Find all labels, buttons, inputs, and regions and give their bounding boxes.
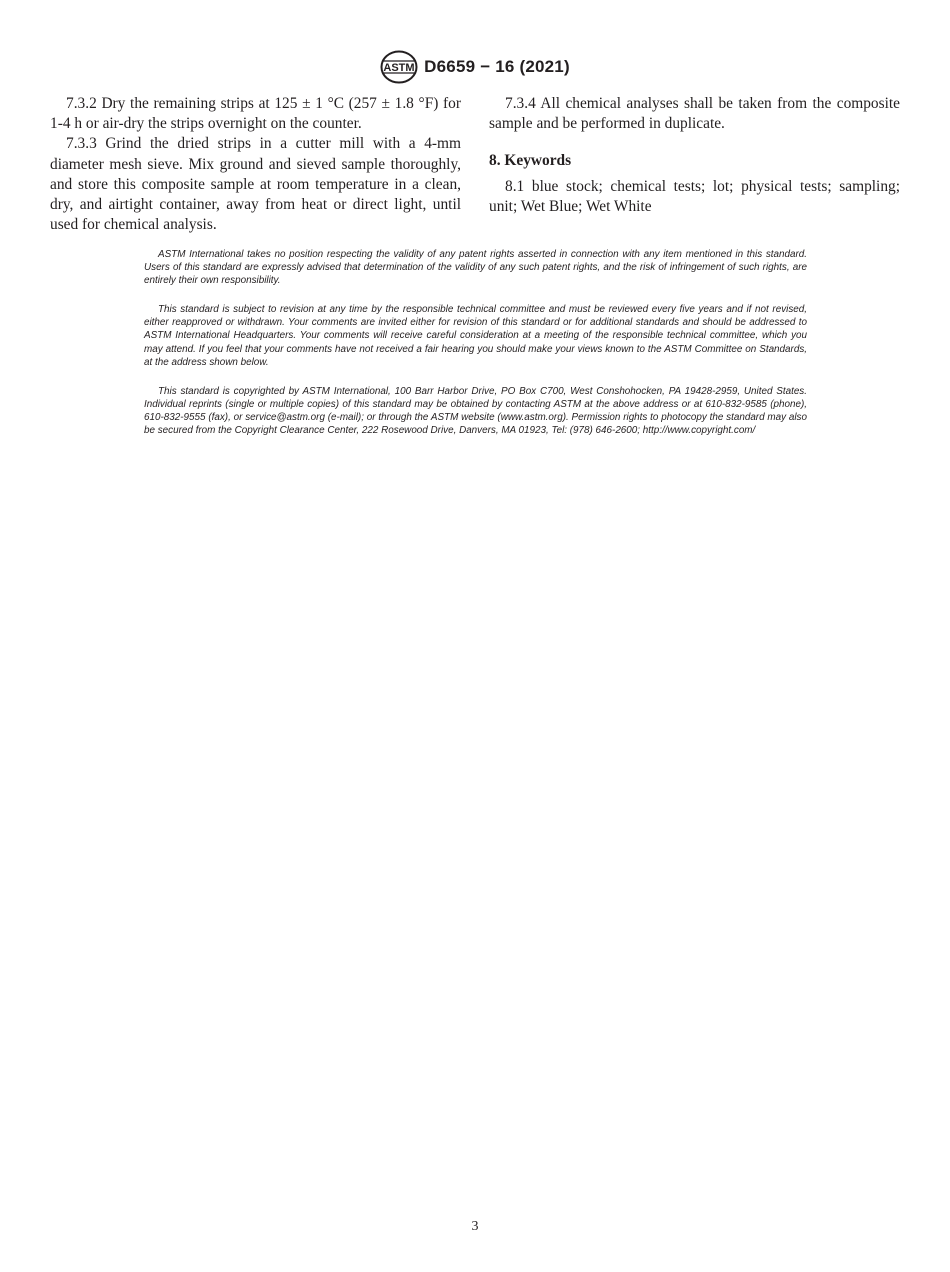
left-column: [50, 94, 461, 235]
document-designation: D6659 − 16 (2021): [424, 57, 570, 76]
svg-text:ASTM: ASTM: [383, 62, 415, 74]
legal-notices: [144, 248, 807, 453]
patent-notice: ASTM International takes no position respecting the validity of any patent rights asserted in connection with any item mentioned in this standard. Users of this standard are expressly advised that determination of the validity of any such patent rights, and the risk of infringement of such rights, are entirely their own responsibility.: [144, 249, 807, 287]
page-header: [0, 50, 950, 84]
paragraph-7-3-4: 7.3.4 All chemical analyses shall be taken from the composite sample and be performed in duplicate.: [489, 95, 900, 133]
section-heading-keywords: 8. Keywords: [489, 152, 572, 170]
revision-notice: This standard is subject to revision at any time by the responsible technical committee and must be reviewed every five years and if not revised, either reapproved or withdrawn. Your comments are invited either for revision of this standard or for additional standards and should be addressed to ASTM International Headquarters. Your comments will receive careful consideration at a meeting of the responsible technical committee, which you may attend. If you feel that your comments have not received a fair hearing you should make your views known to the ASTM Committee on Standards, at the address shown below.: [144, 304, 807, 368]
page-number: 3: [471, 1219, 479, 1234]
astm-logo-icon: [380, 50, 418, 84]
copyright-notice: This standard is copyrighted by ASTM International, 100 Barr Harbor Drive, PO Box C700, West Conshohocken, PA 19428-2959, United States. Individual reprints (single or multiple copies) of this standard may be obtained by contacting ASTM at the above address or at 610-832-9585 (phone), 610-832-9555 (fax), or service@astm.org (e-mail); or through the ASTM website (www.astm.org). Permission rights to photocopy the standard may also be secured from the Copyright Clearance Center, 222 Rosewood Drive, Danvers, MA 01923, Tel: (978) 646-2600; http://www.copyright.com/: [144, 385, 807, 437]
paragraph-7-3-3: 7.3.3 Grind the dried strips in a cutter mill with a 4-mm diameter mesh sieve. Mix ground and sieved sample thoroughly, and store this composite sample at room temperature in a clean, dry, and airtight container, away from heat or direct light, until used for chemical analysis.: [50, 135, 461, 234]
right-column: [489, 94, 900, 217]
paragraph-8-1: 8.1 blue stock; chemical tests; lot; physical tests; sampling; unit; Wet Blue; Wet White: [489, 177, 900, 215]
paragraph-7-3-2: 7.3.2 Dry the remaining strips at 125 ± 1 °C (257 ± 1.8 °F) for 1-4 h or air-dry the strips overnight on the counter.: [50, 95, 461, 133]
